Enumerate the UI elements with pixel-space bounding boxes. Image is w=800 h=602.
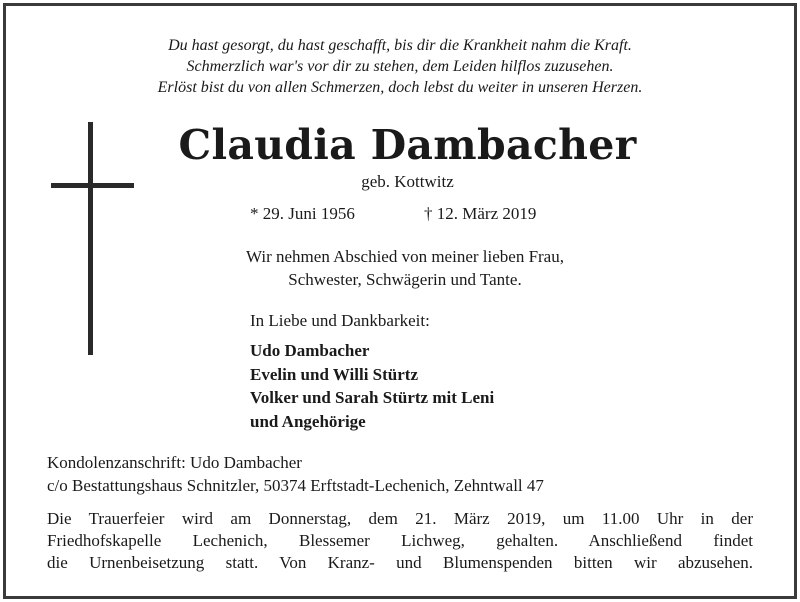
mourner-name: Volker und Sarah Stürtz mit Leni <box>250 388 495 407</box>
poem-line: Erlöst bist du von allen Schmerzen, doch lebst du weiter in unseren Herzen. <box>157 79 643 96</box>
mourners-list <box>250 339 494 433</box>
mourner-name: Udo Dambacher <box>250 341 370 360</box>
birth-name: geb. Kottwitz <box>361 172 454 191</box>
service-line: Friedhofskapelle Lechenich, Blessemer Lichweg, gehalten. Anschließend findet <box>47 531 753 550</box>
condolence-address <box>47 451 544 497</box>
farewell-line: Wir nehmen Abschied von meiner lieben Frau, <box>246 247 564 266</box>
condolence-line: Kondolenzanschrift: Udo Dambacher <box>47 453 302 472</box>
mourner-name: und Angehörige <box>250 411 366 431</box>
farewell-line: Schwester, Schwägerin und Tante. <box>288 270 522 289</box>
poem <box>0 35 800 98</box>
poem-line: Schmerzlich war's vor dir zu stehen, dem Leiden hilflos zuzusehen. <box>186 58 614 75</box>
condolence-line: c/o Bestattungshaus Schnitzler, 50374 Erftstadt-Lechenich, Zehntwall 47 <box>47 476 544 495</box>
service-line: Die Trauerfeier wird am Donnerstag, dem 21. März 2019, um 11.00 Uhr in der <box>47 509 753 528</box>
funeral-service-notice <box>47 508 753 574</box>
farewell-text <box>0 245 800 291</box>
service-line: die Urnenbeisetzung statt. Von Kranz- und Blumenspenden bitten wir abzusehen. <box>47 553 753 572</box>
death-date: † 12. März 2019 <box>424 204 537 223</box>
mourner-name: Evelin und Willi Stürtz <box>250 364 418 384</box>
deceased-name: Claudia Dambacher <box>178 121 637 169</box>
poem-line: Du hast gesorgt, du hast geschafft, bis dir die Krankheit nahm die Kraft. <box>168 37 632 54</box>
gratitude-line: In Liebe und Dankbarkeit: <box>250 311 430 330</box>
birth-date: * 29. Juni 1956 <box>250 204 355 223</box>
